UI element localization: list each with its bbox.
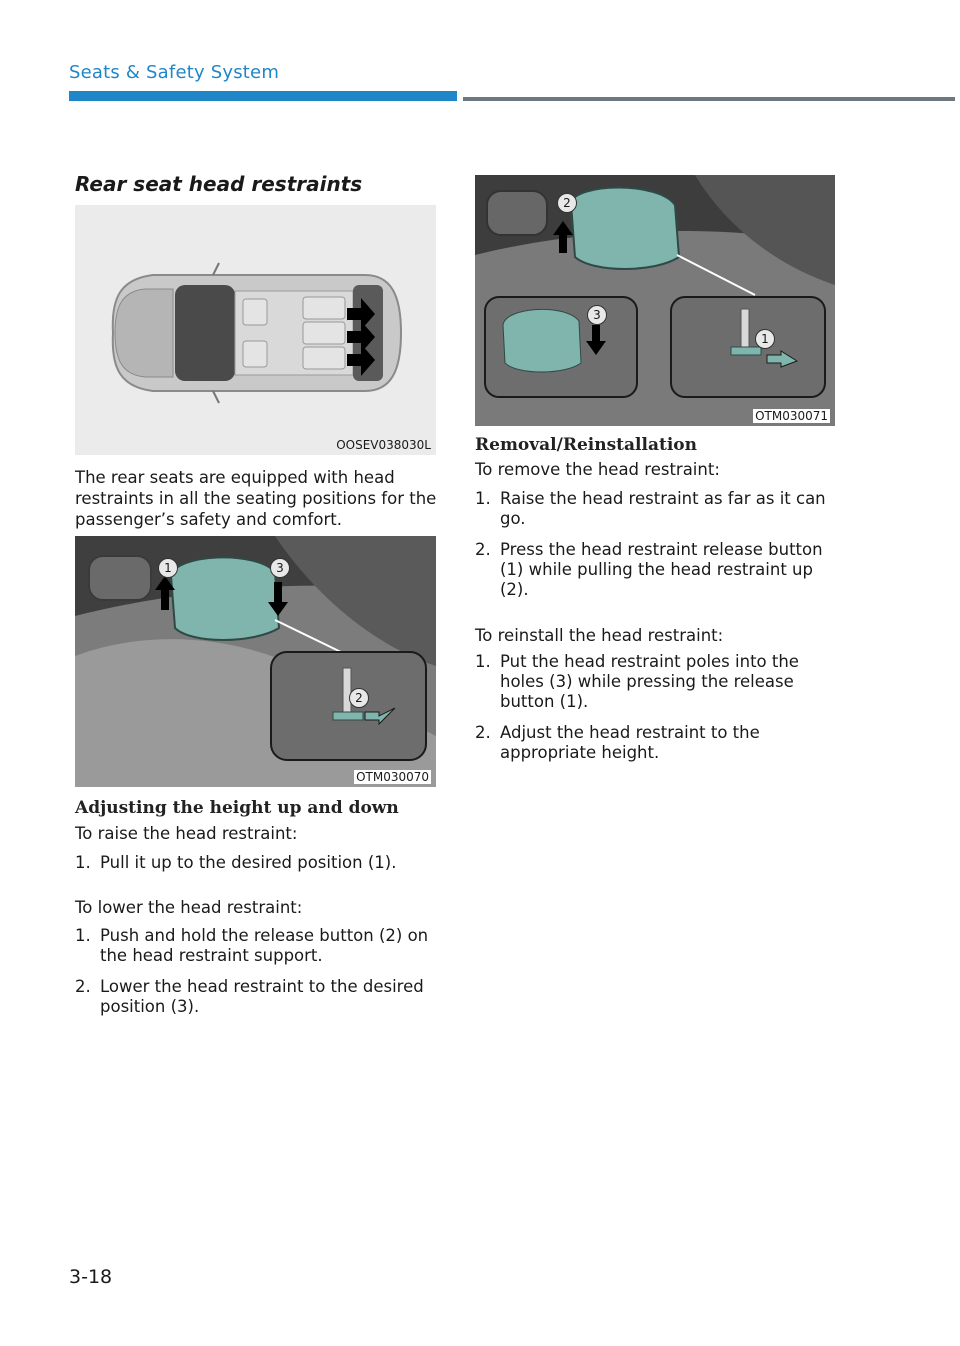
remove-head-restraint-illustration [475,175,835,426]
callout-3: 3 [587,305,607,325]
page-number: 3-18 [69,1266,113,1288]
raise-steps [75,853,435,884]
figure-car-top-view [75,205,436,455]
list-item: 2. Adjust the head restraint to the appropriate height. [475,723,760,762]
callout-3: 3 [270,558,290,578]
remove-lead: To remove the head restraint: [475,460,720,479]
callout-2: 2 [349,688,369,708]
callout-2: 2 [557,193,577,213]
intro-paragraph: The rear seats are equipped with head restraints in all the seating positions for the passenger’s safety and comfort. [75,468,437,529]
header-rule [463,97,955,101]
lower-lead: To lower the head restraint: [75,898,303,917]
list-item: 2. Press the head restraint release button (1) while pulling the head restraint up (2). [475,540,823,599]
callout-1: 1 [755,329,775,349]
lower-steps [75,926,435,1028]
list-item: 1. Raise the head restraint as far as it can go. [475,489,826,528]
raise-lead: To raise the head restraint: [75,824,298,843]
list-item: 1. Push and hold the release button (2) on the head restraint support. [75,926,429,965]
figure-code-car: OOSEV038030L [336,438,431,452]
car-top-view-illustration [75,205,436,455]
figure-raise-head-restraint [75,536,436,787]
reinstall-steps [475,652,839,774]
figure-code-remove: OTM030071 [755,409,828,423]
callout-1: 1 [158,558,178,578]
reinstall-lead: To reinstall the head restraint: [475,626,724,645]
header-rule-accent [69,91,457,101]
figure-code-raise: OTM030070 [356,770,429,784]
figure-remove-head-restraint [475,175,835,426]
removal-heading: Removal/Reinstallation [475,435,697,455]
list-item: 2. Lower the head restraint to the desired position (3). [75,977,424,1016]
raise-head-restraint-illustration [75,536,436,787]
adjust-heading: Adjusting the height up and down [75,798,399,818]
remove-steps [475,489,839,611]
page-heading: Rear seat head restraints [75,172,363,196]
list-item: 1. Pull it up to the desired position (1). [75,853,397,872]
list-item: 1. Put the head restraint poles into the holes (3) while pressing the release button (1). [475,652,799,711]
section-title: Seats & Safety System [69,62,280,83]
